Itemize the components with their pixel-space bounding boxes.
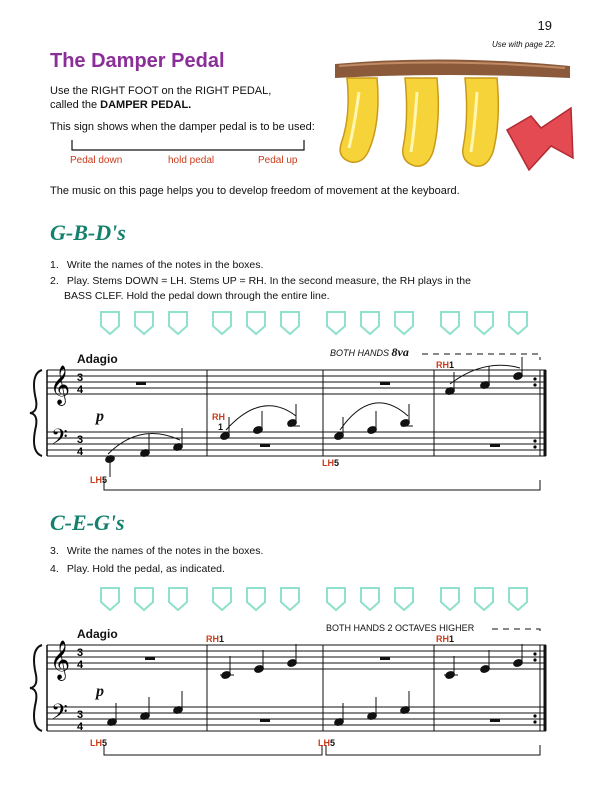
answer-boxes-row-1	[100, 310, 540, 336]
answer-box	[281, 312, 299, 334]
svg-text:3: 3	[77, 709, 84, 721]
dynamic-p-2: p	[96, 683, 104, 700]
svg-text:3: 3	[77, 647, 84, 659]
bass-staff-2	[47, 707, 546, 731]
instruction-2-continued: BASS CLEF. Hold the pedal down through the entire line.	[64, 290, 330, 302]
answer-box	[327, 588, 345, 610]
svg-text:4: 4	[77, 659, 84, 671]
pedal-down-label: Pedal down	[70, 155, 123, 166]
section-heading-ceg: C-E-G's	[50, 510, 125, 535]
answer-box	[475, 312, 493, 334]
piano-pedals-illustration	[325, 52, 575, 187]
tempo-marking-1: Adagio	[77, 352, 118, 366]
svg-text:4: 4	[77, 384, 84, 396]
ottava-1-mark: 8va	[391, 345, 409, 359]
treble-staff-1	[47, 370, 546, 394]
lh-label: LH	[90, 738, 102, 748]
fingering-rh1-m2	[206, 634, 224, 644]
instruction-1-number: 1.	[50, 259, 59, 271]
page-title: The Damper Pedal	[50, 50, 225, 72]
use-with-note: Use with page 22.	[491, 40, 556, 49]
instruction-4-number: 4.	[50, 563, 59, 575]
finger-five: 5	[330, 738, 336, 748]
fingering-lh5-m1	[90, 475, 107, 485]
grand-staff-2	[0, 615, 600, 775]
dynamic-p-1: p	[96, 408, 104, 425]
fingering-lh5-m1	[90, 738, 107, 748]
intro-line-2-prefix: called the	[50, 99, 98, 111]
brace	[30, 645, 42, 731]
lh-label: LH	[322, 458, 334, 468]
finger-one: 1	[449, 360, 455, 370]
answer-box	[475, 588, 493, 610]
instruction-1-text: Write the names of the notes in the boxes.	[66, 259, 264, 271]
treble-clef-1: 𝄞	[50, 366, 71, 404]
fingering-lh5-m3	[318, 738, 335, 748]
bass-staff-1	[47, 432, 546, 456]
instruction-4-text: Play. Hold the pedal, as indicated.	[66, 563, 225, 575]
svg-text:4: 4	[77, 446, 84, 458]
intro-line-1: Use the RIGHT FOOT on the RIGHT PEDAL,	[50, 85, 272, 97]
instruction-2-text: Play. Stems DOWN = LH. Stems UP = RH. In the second measure, the RH plays in the	[66, 275, 471, 287]
svg-text:3: 3	[77, 372, 84, 384]
lh-label: LH	[318, 738, 330, 748]
answer-box	[395, 588, 413, 610]
answer-box	[101, 312, 119, 334]
instruction-4	[50, 562, 225, 577]
svg-text:3: 3	[77, 434, 84, 446]
answer-box	[361, 312, 379, 334]
freedom-text: The music on this page helps you to develop freedom of movement at the keyboard.	[50, 185, 460, 197]
instruction-1	[50, 258, 263, 273]
answer-box	[441, 312, 459, 334]
ottava-marking-2: BOTH HANDS 2 OCTAVES HIGHER	[326, 623, 475, 633]
answer-box	[509, 312, 527, 334]
tempo-marking-2: Adagio	[77, 627, 118, 641]
section-heading-gbd: G-B-D's	[50, 220, 126, 245]
fingering-lh5-m3	[322, 458, 339, 468]
answer-box	[135, 588, 153, 610]
answer-box	[213, 588, 231, 610]
fingering-rh1-m4	[436, 360, 454, 370]
pedal-sign-text: This sign shows when the damper pedal is to be used:	[50, 121, 315, 133]
answer-box	[169, 312, 187, 334]
answer-box	[169, 588, 187, 610]
ottava-1-prefix: BOTH HANDS	[330, 348, 390, 358]
answer-box	[247, 588, 265, 610]
lh-label: LH	[90, 475, 102, 485]
finger-one: 1	[218, 422, 224, 432]
finger-five: 5	[334, 458, 340, 468]
instruction-3-number: 3.	[50, 545, 59, 557]
answer-box	[327, 312, 345, 334]
answer-box	[101, 588, 119, 610]
page-number: 19	[537, 18, 552, 33]
answer-boxes-row-2	[100, 586, 540, 612]
finger-one: 1	[219, 634, 225, 644]
fingering-rh1-m2	[212, 412, 225, 432]
rh-label: RH	[436, 634, 449, 644]
pedal-up-label: Pedal up	[258, 155, 298, 166]
instruction-3	[50, 544, 263, 559]
rh-label: RH	[212, 412, 225, 422]
instruction-2-number: 2.	[50, 275, 59, 287]
instruction-3-text: Write the names of the notes in the boxes.	[66, 545, 264, 557]
answer-box	[213, 312, 231, 334]
treble-clef-2: 𝄞	[50, 641, 71, 679]
answer-box	[441, 588, 459, 610]
bass-clef-1: 𝄢	[51, 424, 68, 454]
answer-box	[361, 588, 379, 610]
instruction-2	[50, 274, 471, 289]
svg-text:4: 4	[77, 721, 84, 733]
answer-box	[509, 588, 527, 610]
fingering-rh1-m4	[436, 634, 454, 644]
answer-box	[395, 312, 413, 334]
bass-clef-2: 𝄢	[51, 699, 68, 729]
pedal-sign	[70, 138, 310, 156]
finger-one: 1	[449, 634, 455, 644]
brace	[30, 370, 42, 456]
finger-five: 5	[102, 475, 108, 485]
answer-box	[247, 312, 265, 334]
answer-box	[281, 588, 299, 610]
damper-pedal-term: DAMPER PEDAL.	[100, 99, 192, 111]
answer-box	[135, 312, 153, 334]
rh-label: RH	[206, 634, 219, 644]
rh-label: RH	[436, 360, 449, 370]
finger-five: 5	[102, 738, 108, 748]
intro-line-2	[50, 98, 191, 112]
hold-pedal-label: hold pedal	[168, 155, 215, 166]
